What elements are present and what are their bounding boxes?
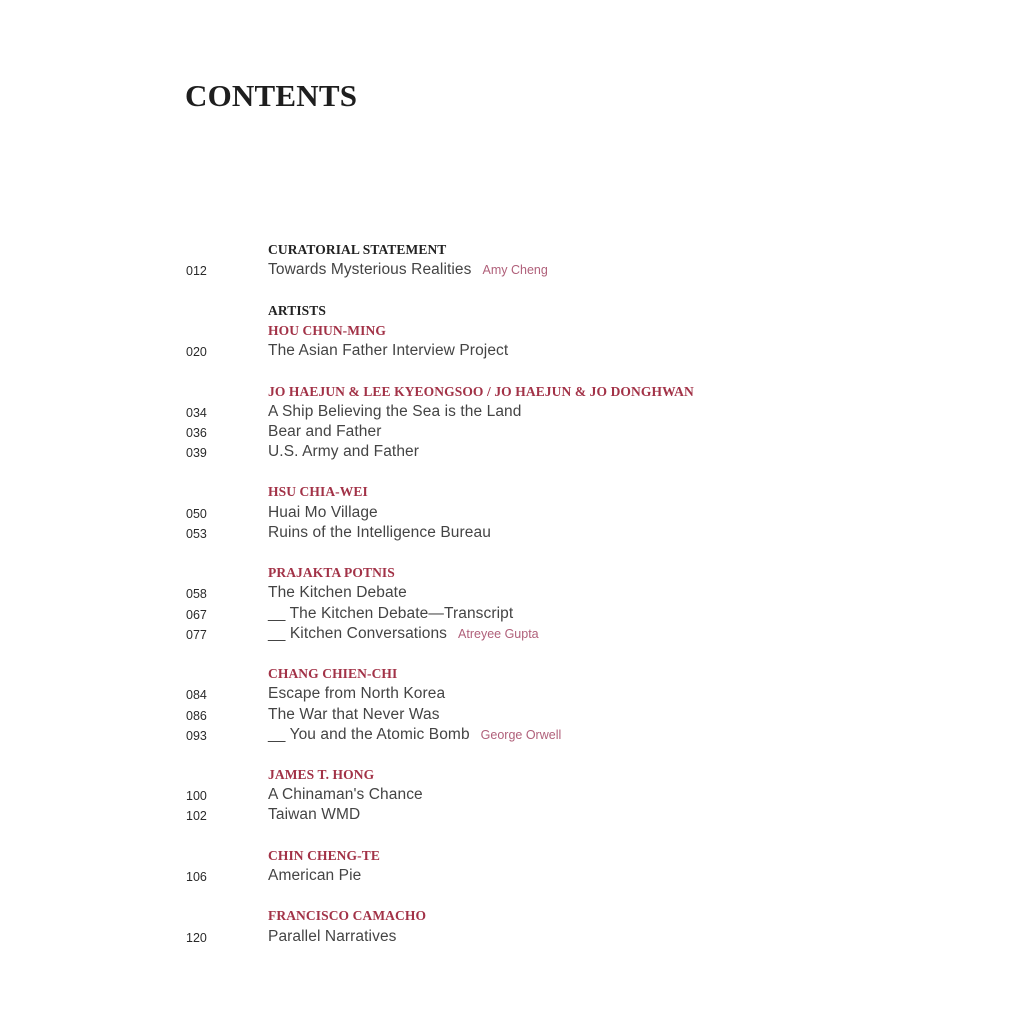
entry-title: The Asian Father Interview Project (268, 342, 509, 360)
entry-title-wrap (268, 524, 491, 542)
artist-name: HSU CHIA-WEI (268, 484, 368, 500)
entry-title-wrap (268, 584, 407, 602)
toc-entry[interactable] (0, 443, 1024, 463)
artist-name: PRAJAKTA POTNIS (268, 565, 395, 581)
page-title: CONTENTS (185, 78, 358, 113)
entry-title: A Ship Believing the Sea is the Land (268, 402, 522, 420)
toc-entry[interactable] (0, 726, 1024, 746)
spacer (0, 281, 1024, 301)
entry-title: American Pie (268, 867, 362, 884)
page-number: 050 (186, 506, 207, 521)
toc-entry[interactable] (0, 705, 1024, 725)
entry-title: Taiwan WMD (268, 806, 361, 824)
artist-name: JO HAEJUN & LEE KYEONGSOO / JO HAEJUN & JO DONGHWAN (268, 383, 694, 399)
artist-row (0, 483, 1024, 503)
entry-title: A Chinaman's Chance (268, 786, 423, 804)
entry-title-wrap (268, 806, 360, 824)
artist-row (0, 847, 1024, 867)
curatorial-heading-row (0, 241, 1024, 261)
page-number: 093 (186, 728, 207, 743)
entry-title-wrap (268, 605, 513, 623)
entry-author: George Orwell (480, 727, 562, 742)
entry-title: Bear and Father (268, 422, 382, 440)
page-number: 058 (186, 587, 207, 602)
toc-entry[interactable] (0, 342, 1024, 362)
entry-author: Amy Cheng (482, 263, 548, 278)
spacer (0, 887, 1024, 907)
entry-title-wrap (268, 706, 440, 724)
page-number: 012 (186, 264, 207, 279)
entry-title-wrap (268, 786, 423, 804)
entry-title: Ruins of the Intelligence Bureau (268, 523, 491, 541)
page-number: 036 (186, 425, 207, 440)
toc-entry[interactable] (0, 604, 1024, 624)
entry-title: U.S. Army and Father (268, 443, 420, 461)
curatorial-statement-heading: CURATORIAL STATEMENT (268, 242, 447, 258)
artist-row (0, 322, 1024, 342)
entry-title: Huai Mo Village (268, 503, 378, 521)
page-number: 067 (186, 607, 207, 622)
entry-title: The Kitchen Debate (268, 584, 407, 602)
entry-author: Atreyee Gupta (458, 626, 539, 641)
artist-row (0, 382, 1024, 402)
entry-title-wrap (268, 928, 397, 946)
entry-title-wrap (268, 261, 548, 279)
page-number: 102 (186, 809, 207, 824)
entry-title-wrap (268, 726, 561, 744)
spacer (0, 463, 1024, 483)
artist-row (0, 564, 1024, 584)
entry-title-wrap (268, 685, 445, 703)
toc-entry[interactable] (0, 685, 1024, 705)
toc-entry[interactable] (0, 867, 1024, 887)
spacer (0, 645, 1024, 665)
entry-title: __ The Kitchen Debate—Transcript (268, 604, 514, 622)
entry-title: __ Kitchen Conversations (268, 624, 448, 642)
toc-entry[interactable] (0, 625, 1024, 645)
page-number: 086 (186, 708, 207, 723)
page-number: 084 (186, 688, 207, 703)
toc-entry[interactable] (0, 786, 1024, 806)
artist-name: JAMES T. HONG (268, 767, 375, 783)
artist-row (0, 665, 1024, 685)
page-number: 120 (186, 930, 207, 945)
toc-entry[interactable] (0, 524, 1024, 544)
entry-title-wrap (268, 403, 522, 421)
toc-entry[interactable] (0, 806, 1024, 826)
toc-entry[interactable] (0, 584, 1024, 604)
spacer (0, 544, 1024, 564)
toc-entry[interactable] (0, 503, 1024, 523)
spacer (0, 746, 1024, 766)
page-number: 053 (186, 526, 207, 541)
entry-title-wrap (268, 625, 539, 643)
toc-entry[interactable] (0, 927, 1024, 947)
entry-title-wrap (268, 342, 508, 360)
artist-row (0, 766, 1024, 786)
entry-title: Towards Mysterious Realities (268, 261, 472, 279)
artists-heading-row (0, 302, 1024, 322)
page-number: 034 (186, 405, 207, 420)
artist-name: CHIN CHENG-TE (268, 847, 380, 863)
toc-entry[interactable] (0, 261, 1024, 281)
spacer (0, 826, 1024, 846)
entry-title-wrap (268, 504, 378, 522)
page-number: 077 (186, 627, 207, 642)
artist-name: CHANG CHIEN-CHI (268, 666, 398, 682)
artists-heading: ARTISTS (268, 302, 327, 318)
spacer (0, 362, 1024, 382)
toc-entry[interactable] (0, 423, 1024, 443)
page-number: 039 (186, 446, 207, 461)
artist-name: FRANCISCO CAMACHO (268, 908, 427, 924)
artist-list (0, 322, 1024, 948)
entry-title-wrap (268, 423, 382, 441)
entry-title: Parallel Narratives (268, 927, 397, 945)
entry-title: Escape from North Korea (268, 685, 446, 703)
toc-entry[interactable] (0, 403, 1024, 423)
artist-name: HOU CHUN-MING (268, 322, 386, 338)
entry-title-wrap (268, 867, 361, 885)
entry-title-wrap (268, 443, 419, 461)
page-number: 106 (186, 870, 207, 884)
page-number: 020 (186, 345, 207, 360)
entry-title: The War that Never Was (268, 705, 440, 723)
table-of-contents (0, 241, 1024, 948)
entry-title: __ You and the Atomic Bomb (268, 725, 470, 743)
page-number: 100 (186, 789, 207, 804)
artist-row (0, 907, 1024, 927)
